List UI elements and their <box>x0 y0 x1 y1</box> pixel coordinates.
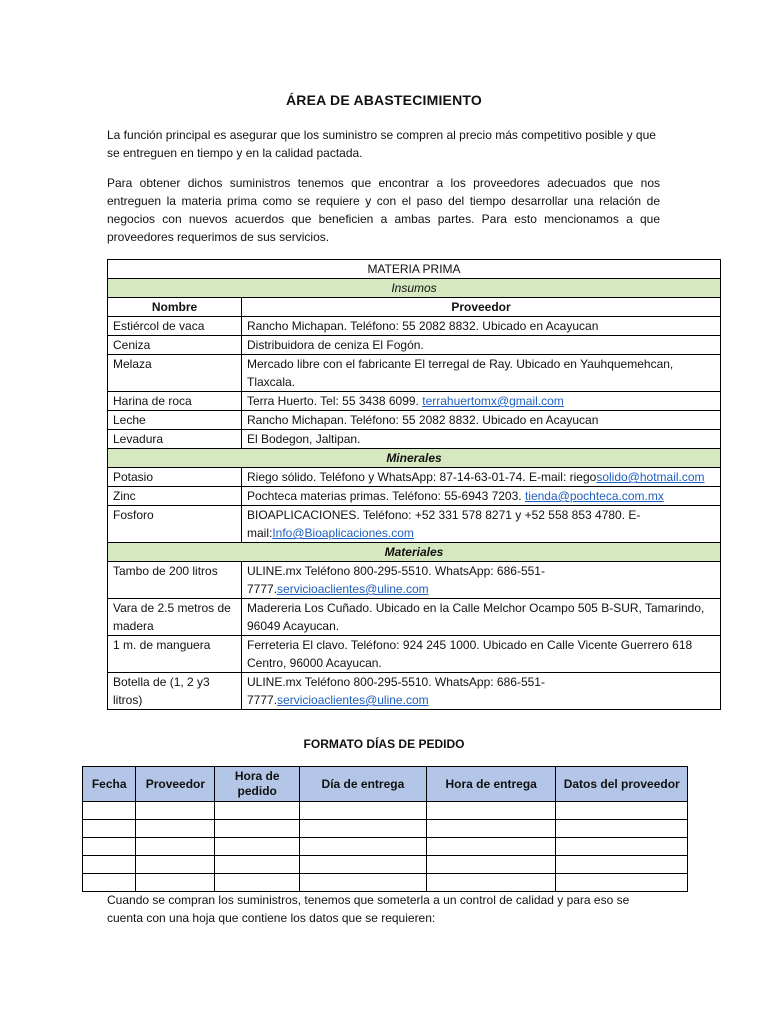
item-name: Botella de (1, 2 y3 litros) <box>108 673 242 710</box>
provider-email-link[interactable]: servicioaclientes@uline.com <box>277 582 429 596</box>
formato-cell[interactable] <box>136 838 215 856</box>
formato-cell[interactable] <box>215 874 299 892</box>
section-minerales: Minerales <box>108 449 721 468</box>
formato-cell[interactable] <box>215 838 299 856</box>
formato-cell[interactable] <box>215 856 299 874</box>
formato-column-header: Hora de pedido <box>215 767 299 802</box>
provider-email-link[interactable]: terrahuertomx@gmail.com <box>422 394 564 408</box>
formato-pedido-table <box>82 766 688 892</box>
formato-column-header: Proveedor <box>136 767 215 802</box>
provider-text: Riego sólido. Teléfono y WhatsApp: 87-14-63-01-74. E-mail: riego <box>247 470 597 484</box>
formato-cell[interactable] <box>556 838 688 856</box>
table-header-row <box>108 260 721 279</box>
item-provider <box>242 599 721 636</box>
provider-email-link[interactable]: tienda@pochteca.com.mx <box>524 489 664 503</box>
item-provider <box>242 487 721 506</box>
formato-column-header: Datos del proveedor <box>556 767 688 802</box>
formato-cell[interactable] <box>426 838 556 856</box>
formato-row <box>83 802 688 820</box>
formato-cell[interactable] <box>136 856 215 874</box>
formato-cell[interactable] <box>426 802 556 820</box>
item-provider <box>242 392 721 411</box>
formato-cell[interactable] <box>556 802 688 820</box>
table-row <box>108 636 721 673</box>
formato-cell[interactable] <box>215 802 299 820</box>
table-row <box>108 392 721 411</box>
materia-prima-table <box>107 259 721 710</box>
item-name: Fosforo <box>108 506 242 543</box>
formato-cell[interactable] <box>426 820 556 838</box>
formato-row <box>83 838 688 856</box>
table-row <box>108 411 721 430</box>
formato-cell[interactable] <box>299 856 426 874</box>
provider-text: El Bodegon, Jaltipan. <box>247 432 361 446</box>
table-row <box>108 317 721 336</box>
item-name: Zinc <box>108 487 242 506</box>
item-name: Leche <box>108 411 242 430</box>
provider-text: Pochteca materias primas. Teléfono: 55-6943 7203. <box>247 489 525 503</box>
item-provider <box>242 673 721 710</box>
item-provider <box>242 336 721 355</box>
item-provider <box>242 317 721 336</box>
item-name: Melaza <box>108 355 242 392</box>
item-name: Harina de roca <box>108 392 242 411</box>
section-row-insumos <box>108 279 721 298</box>
item-provider <box>242 636 721 673</box>
provider-text: Rancho Michapan. Teléfono: 55 2082 8832. Ubicado en Acayucan <box>247 319 599 333</box>
formato-cell[interactable] <box>83 838 136 856</box>
page-title: ÁREA DE ABASTECIMIENTO <box>285 92 482 108</box>
formato-title: FORMATO DÍAS DE PEDIDO <box>303 737 465 751</box>
section-insumos: Insumos <box>108 279 721 298</box>
provider-text: BIOAPLICACIONES. Teléfono: +52 331 578 8271 y +52 558 853 4780. E-mail: <box>247 508 641 540</box>
section-row-minerales <box>108 449 721 468</box>
column-header-nombre: Nombre <box>108 298 242 317</box>
formato-cell[interactable] <box>215 820 299 838</box>
table-row <box>108 562 721 599</box>
item-name: Levadura <box>108 430 242 449</box>
item-provider <box>242 355 721 392</box>
provider-email-link[interactable]: Info@Bioaplicaciones.com <box>272 526 414 540</box>
formato-row <box>83 874 688 892</box>
formato-row <box>83 856 688 874</box>
table-row <box>108 355 721 392</box>
table-row <box>108 487 721 506</box>
formato-cell[interactable] <box>299 802 426 820</box>
table-row <box>108 599 721 636</box>
item-name: Estiércol de vaca <box>108 317 242 336</box>
provider-text: Ferreteria El clavo. Teléfono: 924 245 1000. Ubicado en Calle Vicente Guerrero 618 Centro, 96000 Acayucan. <box>247 638 693 670</box>
intro-paragraph: La función principal es asegurar que los suministro se compren al precio más competitivo posible y que se entreguen en tiempo y en la calidad pactada. <box>107 128 656 160</box>
formato-cell[interactable] <box>556 856 688 874</box>
provider-text: Distribuidora de ceniza El Fogón. <box>247 338 424 352</box>
column-header-proveedor: Proveedor <box>242 298 721 317</box>
formato-column-header: Fecha <box>83 767 136 802</box>
table-row <box>108 336 721 355</box>
formato-cell[interactable] <box>83 802 136 820</box>
column-header-row <box>108 298 721 317</box>
formato-cell[interactable] <box>299 874 426 892</box>
provider-text: Terra Huerto. Tel: 55 3438 6099. <box>247 394 423 408</box>
formato-header-row <box>83 767 688 802</box>
formato-cell[interactable] <box>426 856 556 874</box>
table-row <box>108 468 721 487</box>
item-provider <box>242 411 721 430</box>
formato-cell[interactable] <box>556 874 688 892</box>
formato-cell[interactable] <box>83 874 136 892</box>
item-name: 1 m. de manguera <box>108 636 242 673</box>
item-name: Tambo de 200 litros <box>108 562 242 599</box>
formato-cell[interactable] <box>426 874 556 892</box>
table-row <box>108 430 721 449</box>
table-row <box>108 506 721 543</box>
provider-text: Madereria Los Cuñado. Ubicado en la Calle Melchor Ocampo 505 B-SUR, Tamarindo, 96049 Acayucan. <box>247 601 705 633</box>
provider-text: ULINE.mx Teléfono 800-295-5510. WhatsApp: 686-551-7777. <box>247 675 545 707</box>
item-provider <box>242 562 721 599</box>
providers-paragraph: Para obtener dichos suministros tenemos que encontrar a los proveedores adecuados que nos entreguen la materia prima como se requiere y con el paso del tiempo desarrollar una relación de negocios con nuevos acuerdos que beneficien a ambas partes. Para esto mencionamos a que proveedores requerimos de sus servicios. <box>107 176 660 244</box>
section-row-materiales <box>108 543 721 562</box>
formato-cell[interactable] <box>136 820 215 838</box>
formato-cell[interactable] <box>299 820 426 838</box>
formato-cell[interactable] <box>83 820 136 838</box>
item-provider <box>242 430 721 449</box>
provider-text: ULINE.mx Teléfono 800-295-5510. WhatsApp: 686-551-7777. <box>247 564 545 596</box>
formato-cell[interactable] <box>299 838 426 856</box>
provider-email-link[interactable]: servicioaclientes@uline.com <box>277 693 429 707</box>
formato-column-header: Día de entrega <box>299 767 426 802</box>
item-provider <box>242 506 721 543</box>
provider-text: Rancho Michapan. Teléfono: 55 2082 8832. Ubicado en Acayucan <box>247 413 599 427</box>
formato-cell[interactable] <box>136 874 215 892</box>
item-name: Potasio <box>108 468 242 487</box>
formato-row <box>83 820 688 838</box>
closing-paragraph: Cuando se compran los suministros, tenemos que someterla a un control de calidad y para eso se cuenta con una hoja que contiene los datos que se requieren: <box>107 893 630 925</box>
materia-prima-header: MATERIA PRIMA <box>108 260 721 279</box>
item-name: Vara de 2.5 metros de madera <box>108 599 242 636</box>
item-provider <box>242 468 721 487</box>
formato-cell[interactable] <box>136 802 215 820</box>
section-materiales: Materiales <box>108 543 721 562</box>
provider-text: Mercado libre con el fabricante El terregal de Ray. Ubicado en Yauhquemehcan, Tlaxcala. <box>247 357 674 389</box>
formato-cell[interactable] <box>556 820 688 838</box>
table-row <box>108 673 721 710</box>
item-name: Ceniza <box>108 336 242 355</box>
formato-column-header: Hora de entrega <box>426 767 556 802</box>
provider-email-link[interactable]: solido@hotmail.com <box>596 470 705 484</box>
formato-cell[interactable] <box>83 856 136 874</box>
